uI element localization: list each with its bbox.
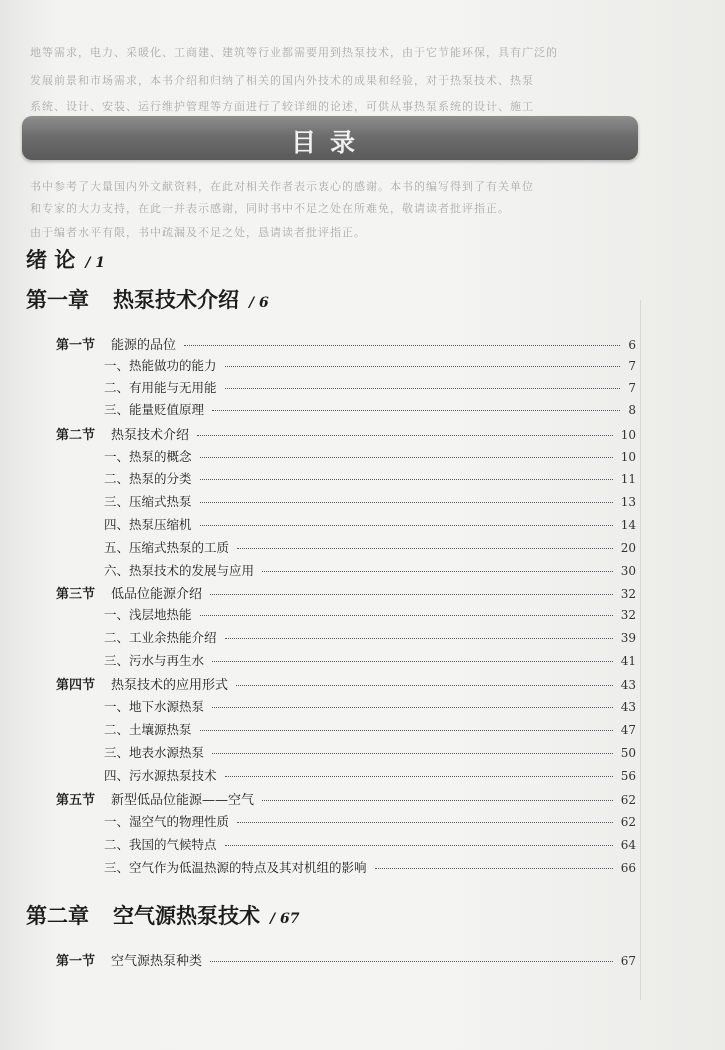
chapter-2-heading[interactable]: [26, 900, 299, 930]
page-number: 32: [620, 587, 636, 601]
chapter-number: 第一章: [26, 287, 89, 312]
dot-leader: [210, 961, 613, 962]
toc-section-entry[interactable]: [56, 674, 636, 693]
toc-intro-heading[interactable]: [26, 244, 105, 274]
toc-subsection-entry[interactable]: [104, 628, 636, 646]
dot-leader: [212, 661, 613, 662]
toc-subsection-entry[interactable]: [104, 697, 636, 715]
chapter-title: 空气源热泵技术: [113, 903, 260, 928]
dot-leader: [200, 502, 613, 503]
dot-leader: [200, 479, 613, 480]
dot-leader: [237, 822, 613, 823]
chapter-1-heading[interactable]: [26, 284, 269, 314]
section-number: 第一节: [56, 954, 96, 969]
dot-leader: [212, 410, 620, 411]
toc-subsection-entry[interactable]: [104, 447, 636, 465]
toc-subsection-entry[interactable]: [104, 538, 636, 556]
subsection-title: 一、浅层地热能: [104, 607, 192, 622]
subsection-title: 二、我国的气候特点: [104, 837, 217, 852]
subsection-title: 三、地表水源热泵: [104, 745, 205, 760]
chapter-page: / 67: [270, 911, 300, 927]
toc-subsection-entry[interactable]: [104, 492, 636, 510]
page-number: 67: [620, 954, 636, 968]
dot-leader: [197, 435, 613, 436]
subsection-title: 三、空气作为低温热源的特点及其对机组的影响: [104, 860, 367, 875]
bleed-text-line: 地等需求，电力、采暖化、工商建、建筑等行业都需要用到热泵技术，由于它节能环保，具有广泛的: [30, 46, 558, 59]
intro-title: 绪 论: [26, 247, 76, 272]
dot-leader: [225, 638, 613, 639]
toc-section-entry[interactable]: [56, 334, 636, 353]
dot-leader: [225, 388, 621, 389]
page-title: 目录: [290, 128, 369, 157]
subsection-title: 四、热泵压缩机: [104, 517, 192, 532]
page-number: 62: [620, 815, 636, 829]
toc-subsection-entry[interactable]: [104, 720, 636, 738]
subsection-title: 五、压缩式热泵的工质: [104, 540, 230, 555]
section-number: 第一节: [56, 338, 96, 353]
section-title: 空气源热泵种类: [111, 954, 203, 969]
bleed-text-line: 书中参考了大量国内外文献资料，在此对相关作者表示衷心的感谢。本书的编写得到了有关单位: [30, 180, 534, 193]
page-number: 66: [620, 861, 636, 875]
toc-subsection-entry[interactable]: [104, 561, 636, 579]
section-title: 低品位能源介绍: [111, 587, 203, 602]
subsection-title: 四、污水源热泵技术: [104, 768, 217, 783]
toc-subsection-entry[interactable]: [104, 835, 636, 853]
page-number: 43: [620, 700, 636, 714]
bleed-text-line: 由于编者水平有限，书中疏漏及不足之处，恳请读者批评指正。: [30, 226, 366, 239]
section-title: 新型低品位能源——空气: [111, 793, 255, 808]
page-number: 47: [620, 723, 636, 737]
page-number: 8: [628, 403, 636, 417]
subsection-title: 三、能量贬值原理: [104, 402, 205, 417]
toc-subsection-entry[interactable]: [104, 515, 636, 533]
section-title: 热泵技术的应用形式: [111, 678, 229, 693]
chapter-number: 第二章: [26, 903, 89, 928]
toc-title-banner: [22, 116, 638, 160]
page-number: 56: [620, 769, 636, 783]
page-number: 20: [620, 541, 636, 555]
subsection-title: 一、热泵的概念: [104, 449, 192, 464]
page-number: 39: [620, 631, 636, 645]
subsection-title: 二、工业余热能介绍: [104, 630, 217, 645]
toc-subsection-entry[interactable]: [104, 400, 636, 418]
dot-leader: [212, 707, 613, 708]
dot-leader: [200, 730, 613, 731]
subsection-title: 六、热泵技术的发展与应用: [104, 563, 255, 578]
toc-subsection-entry[interactable]: [104, 812, 636, 830]
subsection-title: 一、湿空气的物理性质: [104, 814, 230, 829]
toc-subsection-entry[interactable]: [104, 651, 636, 669]
toc-subsection-entry[interactable]: [104, 743, 636, 761]
section-number: 第二节: [56, 428, 96, 443]
chapter-page: / 6: [249, 295, 269, 311]
dot-leader: [210, 594, 613, 595]
dot-leader: [184, 345, 620, 346]
bleed-text-line: 系统、设计、安装、运行维护管理等方面进行了较详细的论述，可供从事热泵系统的设计、施工: [30, 100, 534, 113]
subsection-title: 一、地下水源热泵: [104, 699, 205, 714]
page-number: 32: [620, 608, 636, 622]
toc-subsection-entry[interactable]: [104, 469, 636, 487]
subsection-title: 二、有用能与无用能: [104, 380, 217, 395]
subsection-title: 三、污水与再生水: [104, 653, 205, 668]
toc-subsection-entry[interactable]: [104, 378, 636, 396]
page-number: 14: [620, 518, 636, 532]
toc-subsection-entry[interactable]: [104, 356, 636, 374]
subsection-title: 三、压缩式热泵: [104, 494, 192, 509]
subsection-title: 一、热能做功的能力: [104, 358, 217, 373]
section-number: 第五节: [56, 793, 96, 808]
toc-section-entry[interactable]: [56, 789, 636, 808]
subsection-title: 二、土壤源热泵: [104, 722, 192, 737]
bleed-text-line: 和专家的大力支持，在此一并表示感谢，同时书中不足之处在所难免，敬请读者批评指正。: [30, 202, 510, 215]
dot-leader: [212, 753, 613, 754]
toc-subsection-entry[interactable]: [104, 766, 636, 784]
page-number: 7: [628, 359, 636, 373]
page-number: 10: [620, 450, 636, 464]
page-number: 43: [620, 678, 636, 692]
section-title: 热泵技术介绍: [111, 428, 190, 443]
page-number: 50: [620, 746, 636, 760]
toc-section-entry[interactable]: [56, 424, 636, 443]
section-number: 第四节: [56, 678, 96, 693]
dot-leader: [225, 776, 613, 777]
section-number: 第三节: [56, 587, 96, 602]
chapter-title: 热泵技术介绍: [113, 287, 239, 312]
page-number: 30: [620, 564, 636, 578]
dot-leader: [225, 845, 613, 846]
dot-leader: [262, 800, 613, 801]
section-title: 能源的品位: [111, 338, 177, 353]
bleed-text-line: 发展前景和市场需求，本书介绍和归纳了相关的国内外技术的成果和经验，对于热泵技术、热泵: [30, 74, 534, 87]
page-number: 13: [620, 495, 636, 509]
page-number: 62: [620, 793, 636, 807]
dot-leader: [200, 525, 613, 526]
dot-leader: [237, 548, 613, 549]
toc-section-entry[interactable]: [56, 950, 636, 969]
page-number: 64: [620, 838, 636, 852]
page-number: 10: [620, 428, 636, 442]
dot-leader: [262, 571, 613, 572]
toc-subsection-entry[interactable]: [104, 858, 636, 876]
subsection-title: 二、热泵的分类: [104, 471, 192, 486]
page-divider: [640, 300, 641, 1000]
dot-leader: [200, 615, 613, 616]
toc-subsection-entry[interactable]: [104, 605, 636, 623]
toc-section-entry[interactable]: [56, 583, 636, 602]
page-number: 41: [620, 654, 636, 668]
page-number: 6: [628, 338, 636, 352]
page-number: 7: [628, 381, 636, 395]
page-number: 11: [620, 472, 636, 486]
dot-leader: [375, 868, 613, 869]
intro-page: / 1: [85, 255, 106, 271]
dot-leader: [236, 685, 613, 686]
dot-leader: [200, 457, 613, 458]
dot-leader: [225, 366, 621, 367]
